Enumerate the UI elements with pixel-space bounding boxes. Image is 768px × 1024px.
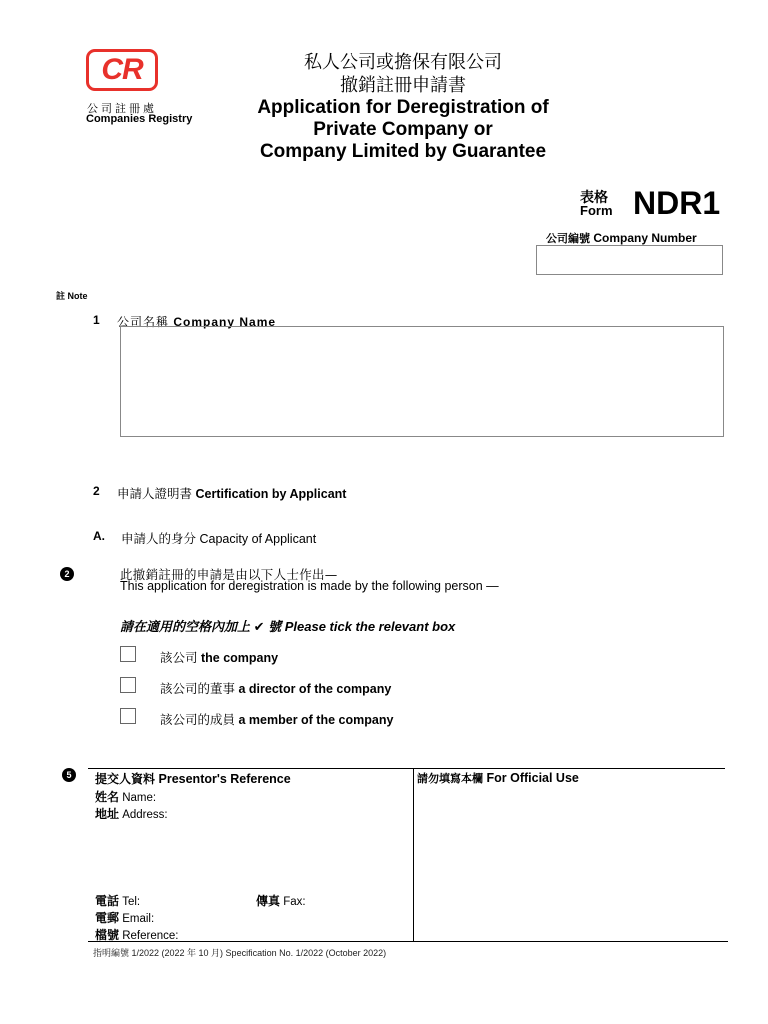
- note-ref-2-icon: 2: [60, 567, 74, 581]
- company-number-label: [546, 230, 697, 246]
- section-a-letter: A.: [93, 529, 105, 543]
- section-2-label-zh: 申請人證明書: [117, 487, 193, 501]
- address-label-en: Address:: [122, 809, 168, 821]
- presenter-title-zh: 提交人資料: [95, 772, 156, 786]
- form-code: NDR1: [633, 185, 721, 221]
- presenter-table-bottom-rule: [88, 941, 728, 942]
- fax-label-zh: 傳真: [256, 894, 281, 908]
- form-label-en: Form: [580, 203, 613, 218]
- title-en-line2: Private Company or: [313, 119, 493, 140]
- section-a-label: 申請人的身分 Capacity of Applicant: [121, 532, 317, 546]
- note-ref-5-icon: 5: [62, 768, 76, 782]
- section-2-label-en: Certification by Applicant: [195, 487, 347, 501]
- presenter-tel-field[interactable]: [95, 892, 140, 909]
- reference-label-en: Reference:: [122, 930, 179, 942]
- title-zh-line1: 私人公司或擔保有限公司: [304, 52, 502, 73]
- tick-instruction: 請在適用的空格內加上 ✔ 號 Please tick the relevant box: [120, 619, 456, 634]
- applicant-statement-zh: 此撤銷註冊的申請是由以下人士作出—: [120, 567, 338, 582]
- section-1-label-en: Company Name: [173, 315, 277, 329]
- presenter-title-en: Presentor's Reference: [158, 772, 291, 786]
- fax-label-en: Fax:: [283, 896, 306, 908]
- form-label-zh: 表格: [580, 190, 608, 206]
- presenter-email-field[interactable]: [95, 909, 154, 926]
- form-title: [230, 51, 576, 163]
- official-use-title: [417, 770, 579, 786]
- option-label-en: a director of the company: [238, 682, 392, 696]
- logo-label-zh: 公司註冊處: [87, 102, 157, 115]
- tel-label-en: Tel:: [122, 896, 141, 908]
- option-label-zh: 該公司的成員: [160, 713, 236, 727]
- presenter-table-top-rule: [88, 768, 725, 769]
- company-number-label-en: Company Number: [593, 231, 697, 245]
- section-1-number: 1: [93, 313, 100, 327]
- checkbox-the-company[interactable]: [120, 646, 136, 662]
- tel-label-zh: 電話: [95, 894, 120, 908]
- presenter-table-divider: [413, 768, 414, 941]
- section-2-label: [117, 484, 346, 502]
- presenter-fax-field[interactable]: [256, 892, 306, 909]
- option-label-en: a member of the company: [238, 713, 394, 727]
- official-use-en: For Official Use: [486, 771, 579, 785]
- name-label-en: Name:: [122, 792, 157, 804]
- checkbox-member[interactable]: [120, 708, 136, 724]
- official-use-zh: 請勿填寫本欄: [417, 773, 483, 785]
- logo-mark: CR: [101, 53, 143, 86]
- presenter-name-field[interactable]: [95, 788, 156, 805]
- option-label-zh: 該公司: [160, 651, 198, 665]
- company-name-field[interactable]: [120, 326, 724, 437]
- title-en-line1: Application for Deregistration of: [257, 97, 549, 118]
- company-number-field[interactable]: [536, 245, 723, 275]
- title-en-line3: Company Limited by Guarantee: [259, 141, 547, 162]
- title-zh-line2: 撤銷註冊申請書: [340, 75, 466, 96]
- option-member-label: [160, 710, 393, 728]
- checkbox-director[interactable]: [120, 677, 136, 693]
- option-director-label: [160, 679, 391, 697]
- option-the-company-label: [160, 648, 278, 666]
- presenter-reference-field[interactable]: [95, 926, 178, 943]
- email-label-zh: 電郵: [95, 911, 120, 925]
- option-label-zh: 該公司的董事: [160, 682, 236, 696]
- option-label-en: the company: [201, 651, 279, 665]
- companies-registry-logo: [86, 49, 158, 91]
- note-heading: 註 Note: [56, 291, 88, 301]
- presenter-address-field[interactable]: [95, 805, 168, 822]
- name-label-zh: 姓名: [95, 790, 120, 804]
- section-1-label-zh: 公司名稱: [117, 315, 170, 329]
- reference-label-zh: 檔號: [95, 928, 120, 942]
- applicant-statement-en: This application for deregistration is made by the following person —: [120, 579, 499, 593]
- address-label-zh: 地址: [95, 807, 120, 821]
- presenter-reference-title: [95, 770, 291, 787]
- company-number-label-zh: 公司編號: [546, 232, 590, 245]
- section-2-number: 2: [93, 484, 100, 498]
- specification-footer: 指明編號 1/2022 (2022 年 10 月) Specification No. 1/2022 (October 2022): [93, 948, 387, 958]
- logo-label-en: Companies Registry: [86, 113, 193, 125]
- email-label-en: Email:: [122, 913, 155, 925]
